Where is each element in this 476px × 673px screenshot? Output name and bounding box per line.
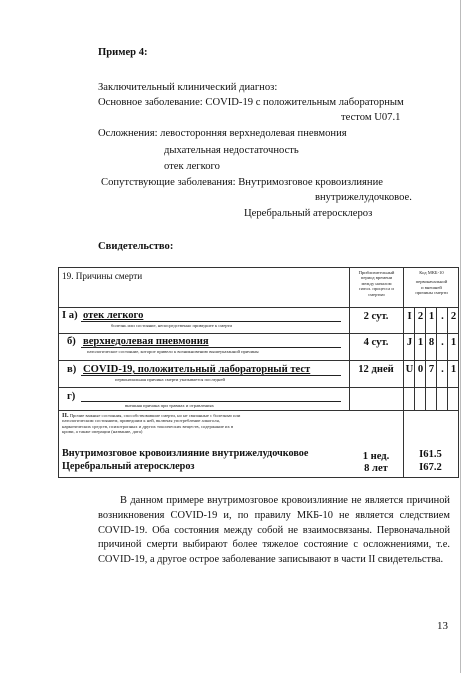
row-b-code-2: 1 bbox=[417, 337, 424, 348]
row-c-note: первоначальная причина смерти указывается последней bbox=[115, 377, 225, 382]
row-a-code-2: 2 bbox=[417, 311, 424, 322]
header-causes: 19. Причины смерти bbox=[62, 271, 143, 281]
row-b-note: патологическое состояние, которое привело к возникновению вышеуказанной причины bbox=[87, 349, 259, 354]
row-a-cause: отек легкого bbox=[83, 310, 144, 321]
part2-code1: I61.5 bbox=[419, 449, 442, 460]
row-b-code-4: . bbox=[441, 337, 444, 348]
row-a-code-3: 1 bbox=[428, 311, 435, 322]
row-c-code-2: 0 bbox=[417, 364, 424, 375]
row-b-prefix: б) bbox=[67, 336, 76, 347]
complications-line3: отек легкого bbox=[164, 161, 220, 172]
example-heading: Пример 4: bbox=[98, 47, 148, 58]
row-b-code-3: 8 bbox=[428, 337, 435, 348]
row-c-prefix: в) bbox=[67, 364, 77, 375]
row-d-prefix: г) bbox=[67, 391, 76, 402]
row-b-code-1: J bbox=[406, 337, 413, 348]
certificate-label: Свидетельство: bbox=[98, 241, 174, 252]
row-c-line bbox=[81, 375, 341, 376]
page-number: 13 bbox=[437, 620, 448, 632]
part2-line1: Внутримозговое кровоизлияние внутрижелудочковое bbox=[62, 448, 309, 459]
main-disease-line2: тестом U07.1 bbox=[341, 112, 401, 123]
row-b-interval: 4 сут. bbox=[363, 337, 389, 348]
part2-interval2: 8 лет bbox=[364, 463, 388, 474]
row-c-code-4: . bbox=[441, 364, 444, 375]
explanation-paragraph: В данном примере внутримозговое кровоизлияние не является причиной возникновения COVID-19 и, по правилу МКБ-10 не является следствием COVID-19. Оба состояния между собой не взаимосвязаны. Первоначальной причиной смерти выбирают более тяжелое состояние с осложнениями, т.е. COVID-19, а другое острое заболевание записывают в части II свидетельства. bbox=[98, 495, 450, 566]
row-a-code-1: I bbox=[407, 311, 412, 322]
row-d-note: внешняя причина при травмах и отравлениях bbox=[125, 403, 214, 408]
part2-note: II. Прочие важные состояния, способствовавшие смерти, но не связанные с болезнью или патологическим состоянием, приведшим к ней, включая употребление алкоголя, наркотических средств, психотропных и других токсических веществ, содержание их в крови, а также операции (название, дата) bbox=[62, 412, 241, 435]
header-code: Код МКБ-10 первоначальной и внешней причины смерти bbox=[415, 270, 448, 296]
part2-code2: I67.2 bbox=[419, 462, 442, 473]
row-d-line bbox=[81, 401, 341, 402]
row-b-code-5: 1 bbox=[450, 337, 457, 348]
complications-line2: дыхательная недостаточность bbox=[164, 145, 299, 156]
complications-line1: Осложнения: левосторонняя верхнедолевая пневмония bbox=[98, 128, 347, 139]
row-a-code-5: 2 bbox=[450, 311, 457, 322]
row-b-cause: верхнедолевая пневмония bbox=[83, 336, 209, 347]
final-diagnosis-label: Заключительный клинический диагноз: bbox=[98, 82, 278, 93]
row-c-cause: COVID-19, положительный лабораторный тест bbox=[83, 364, 311, 375]
comorbid-line3: Церебральный атеросклероз bbox=[244, 208, 373, 219]
row-a-note: болезнь или состояние, непосредственно приведшее к смерти bbox=[111, 323, 232, 328]
row-divider bbox=[59, 333, 458, 334]
row-a-prefix: I а) bbox=[62, 310, 78, 321]
row-a-interval: 2 сут. bbox=[363, 311, 389, 322]
row-divider bbox=[59, 387, 458, 388]
header-interval: Приблизительный период времени между началом патол. процесса и смертью bbox=[358, 270, 395, 297]
comorbid-line1: Сопутствующие заболевания: Внутримозговое кровоизлияние bbox=[101, 177, 383, 188]
page-edge bbox=[460, 0, 461, 673]
row-c-code-5: 1 bbox=[450, 364, 457, 375]
part2-line2: Церебральный атеросклероз bbox=[62, 461, 195, 472]
part2-interval1: 1 нед. bbox=[362, 451, 390, 462]
row-divider bbox=[59, 360, 458, 361]
row-divider bbox=[59, 307, 458, 308]
main-disease-line1: Основное заболевание: COVID-19 с положительным лабораторным bbox=[98, 97, 404, 108]
row-c-code-3: 7 bbox=[428, 364, 435, 375]
row-b-line bbox=[81, 347, 341, 348]
row-a-code-4: . bbox=[441, 311, 444, 322]
row-a-line bbox=[81, 321, 341, 322]
row-c-code-1: U bbox=[405, 364, 414, 375]
row-divider bbox=[59, 410, 458, 411]
row-c-interval: 12 дней bbox=[358, 364, 394, 375]
comorbid-line2: внутрижелудочковое. bbox=[315, 192, 412, 203]
death-causes-table bbox=[58, 267, 459, 478]
